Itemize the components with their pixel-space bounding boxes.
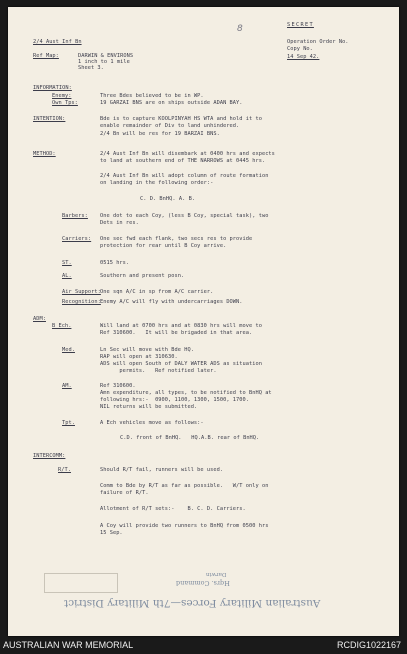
carriers-text: protection for rear until B Coy arrive. <box>100 243 227 249</box>
carriers-label: Carriers: <box>62 236 92 242</box>
ammunition-text: following hrs:- 0900, 1100, 1300, 1500, 1700. <box>100 397 249 403</box>
order-date: 14 Sep 42. <box>287 54 320 60</box>
b-echelon-text: Will land at 0700 hrs and at 0830 hrs will move to <box>100 323 262 329</box>
letterhead-subtext: Darwin <box>206 571 227 577</box>
copy-number: Copy No. <box>287 46 313 52</box>
own-troops-label: Own Tps: <box>52 100 78 106</box>
transport-label: Tpt. <box>62 420 75 426</box>
section-heading: INFORMATION: <box>33 85 72 91</box>
method-line: 2/4 Aust Inf Bn will disembark at 0400 hrs and expects <box>100 151 275 157</box>
method-line: to land at southern end of THE NARROWS at 0445 hrs. <box>100 158 266 164</box>
allotment-text: Allotment of R/T sets:- B. C. D. Carriers. <box>100 506 246 512</box>
barbers-text: One dot to each Coy, (less B Coy, special task), two <box>100 213 269 219</box>
adm-label: ADM: <box>33 316 46 322</box>
handwritten-number: 8 <box>237 24 243 34</box>
classification: SECRET <box>287 22 314 28</box>
a-coy-text: 15 Sep. <box>100 530 123 536</box>
b-echelon-label: B Ech. <box>52 323 72 329</box>
st-text: 0515 hrs. <box>100 260 130 266</box>
al-text: Southern and present posn. <box>100 273 185 279</box>
order-of-march: C. D. BnHQ. A. B. <box>140 196 196 202</box>
letterhead-text: Australian Military Forces—7th Military District <box>64 597 321 609</box>
unit-name: 2/4 Aust Inf Bn <box>33 39 82 45</box>
carriers-text: One sec fwd each flank, two secs res to provide <box>100 236 253 242</box>
recognition-text: Enemy A/C will fly with undercarriages DOWN. <box>100 299 243 305</box>
medical-text: Ln Sec will move with Bde HQ. <box>100 347 194 353</box>
ref-map-line: 1 inch to 1 mile <box>78 59 130 65</box>
method-line: on landing in the following order:- <box>100 180 214 186</box>
air-support-label: Air Support: <box>62 289 101 295</box>
method-line: 2/4 Aust Inf Bn will adopt column of route formation <box>100 173 269 179</box>
medical-text: RAP will open at 310630. <box>100 354 178 360</box>
letterhead-subtext: Hqrs. Command <box>176 579 230 587</box>
ammunition-text: Ref 310600. <box>100 383 136 389</box>
intention-line: Bde is to capture KOOLPINYAH HS WTA and hold it to <box>100 116 262 122</box>
archive-credit: AUSTRALIAN WAR MEMORIAL <box>3 640 134 650</box>
stamp-box <box>44 573 118 593</box>
order-title: Operation Order No. <box>287 39 349 45</box>
medical-text: permits. Ref notified later. <box>100 368 217 374</box>
comm-text: Comm to Bde by R/T as far as possible. W/T only on <box>100 483 269 489</box>
archive-reference: RCDIG1022167 <box>336 640 401 650</box>
medical-text: ADS will open South of DALY WATER ADS as situation <box>100 361 262 367</box>
st-label: ST. <box>62 260 72 266</box>
intention-line: enable remainder of Div to land unhindered. <box>100 123 240 129</box>
enemy-text: Three Bdes believed to be in WP. <box>100 93 204 99</box>
a-coy-text: A Coy will provide two runners to BnHQ from 0500 hrs <box>100 523 269 529</box>
ref-map-line: DARWIN & ENVIRONS <box>78 53 134 59</box>
b-echelon-text: Ref 310600. It will be brigaded in that area. <box>100 330 253 336</box>
barbers-label: Barbers: <box>62 213 88 219</box>
transport-order: C.D. front of BnHQ. HQ.A.B. rear of BnHQ. <box>120 435 260 441</box>
intention-line: 2/4 Bn will be res for 19 BARZAI BNS. <box>100 131 220 137</box>
ammunition-text: Amn expenditure, all types, to be notified to BnHQ at <box>100 390 272 396</box>
air-support-text: One sqn A/C in sp from A/C carrier. <box>100 289 214 295</box>
method-label: METHOD: <box>33 151 56 157</box>
ref-map-label: Ref Map: <box>33 53 59 59</box>
intention-label: INTENTION: <box>33 116 66 122</box>
transport-text: A Ech vehicles move as follows:- <box>100 420 204 426</box>
document-page <box>8 7 399 636</box>
enemy-label: Enemy: <box>52 93 72 99</box>
al-label: AL. <box>62 273 72 279</box>
rt-text: Should R/T fail, runners will be used. <box>100 467 224 473</box>
barbers-text: Dets in res. <box>100 220 139 226</box>
own-troops-text: 19 GARZAI BNS are on ships outside ADAN BAY. <box>100 100 243 106</box>
ammunition-text: NIL returns will be submitted. <box>100 404 198 410</box>
ref-map-line: Sheet 3. <box>78 65 104 71</box>
intercomm-label: INTERCOMM: <box>33 453 66 459</box>
ammunition-label: AM. <box>62 383 72 389</box>
medical-label: Med. <box>62 347 75 353</box>
rt-label: R/T. <box>58 467 71 473</box>
recognition-label: Recognition: <box>62 299 101 305</box>
comm-text: failure of R/T. <box>100 490 149 496</box>
